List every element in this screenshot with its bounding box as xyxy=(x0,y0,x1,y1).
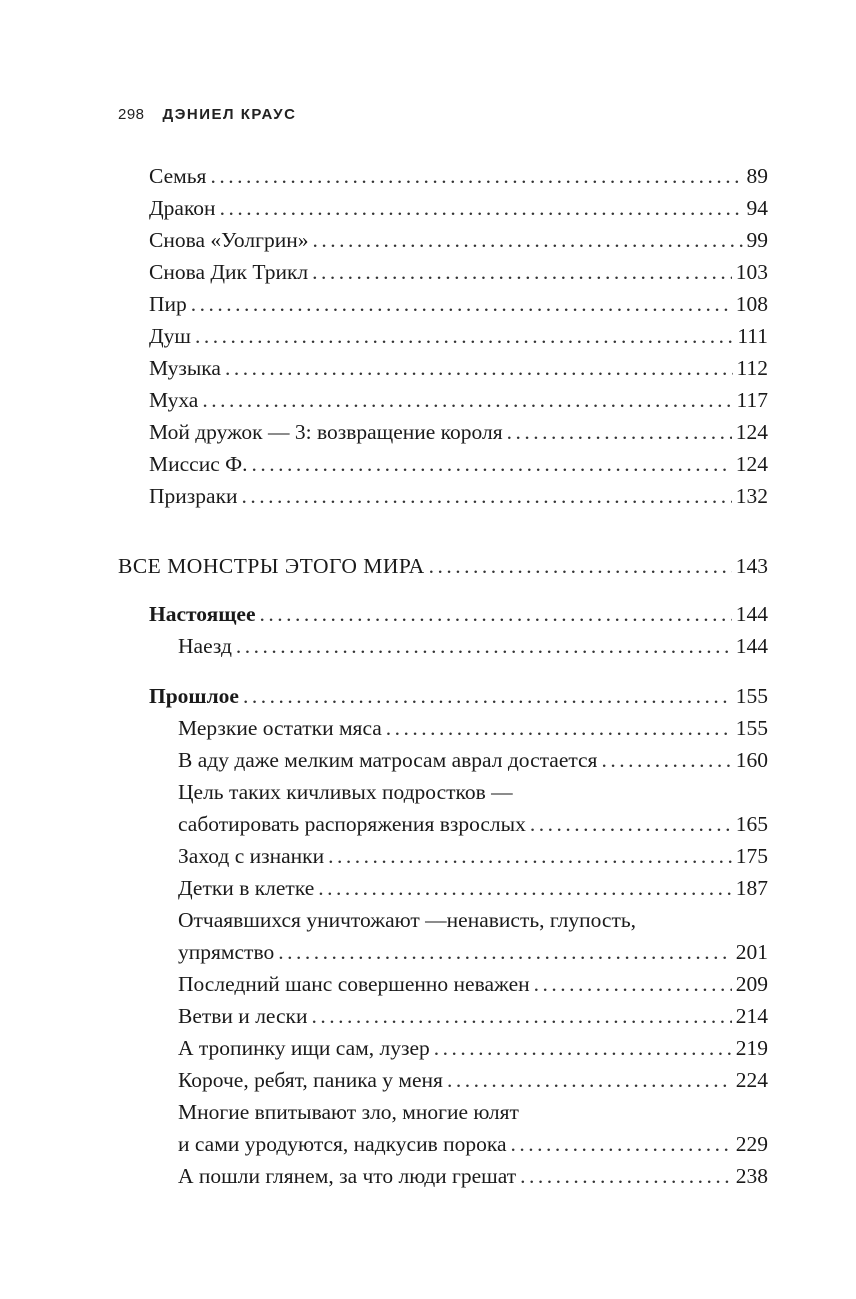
toc-page: 229 xyxy=(735,1132,768,1156)
toc-entry xyxy=(178,1065,768,1095)
toc-page: 144 xyxy=(735,634,768,658)
toc-entry xyxy=(178,809,768,839)
dot-leader xyxy=(191,289,732,319)
toc-page: 224 xyxy=(735,1068,768,1092)
dot-leader xyxy=(220,193,743,223)
toc-entry xyxy=(149,417,768,447)
toc-entry xyxy=(178,937,768,967)
toc-title: Семья xyxy=(149,164,207,188)
toc-entry xyxy=(178,1161,768,1191)
toc-title: Миссис Ф. xyxy=(149,452,248,476)
toc-title: Пир xyxy=(149,292,187,316)
toc-title: упрямство xyxy=(178,940,275,964)
toc-page: 111 xyxy=(737,324,768,348)
toc-entry xyxy=(178,713,768,743)
toc-title: Мерзкие остатки мяса xyxy=(178,716,382,740)
dot-leader xyxy=(386,713,732,743)
dot-leader xyxy=(318,873,731,903)
toc-title: Снова Дик Трикл xyxy=(149,260,309,284)
dot-leader xyxy=(520,1161,732,1191)
toc-entry xyxy=(149,385,768,415)
toc-title: Дракон xyxy=(149,196,216,220)
toc-title: Мой дружок — 3: возвращение короля xyxy=(149,420,503,444)
toc-page: 155 xyxy=(735,716,768,740)
dot-leader xyxy=(507,417,732,447)
toc-page: 160 xyxy=(735,748,768,772)
toc-entry xyxy=(178,873,768,903)
toc-title: Душ xyxy=(149,324,191,348)
dot-leader xyxy=(601,745,731,775)
toc-entry xyxy=(178,1033,768,1063)
toc-title: А пошли глянем, за что люди грешат xyxy=(178,1164,517,1188)
toc-page: 155 xyxy=(735,684,768,708)
toc-title: Музыка xyxy=(149,356,221,380)
toc-entry xyxy=(178,631,768,661)
toc-title: Муха xyxy=(149,388,199,412)
toc-page: 94 xyxy=(746,196,768,220)
toc-page: 117 xyxy=(736,388,768,412)
toc-title: Призраки xyxy=(149,484,238,508)
toc-page: 103 xyxy=(735,260,768,284)
toc-page: 108 xyxy=(735,292,768,316)
toc-entry-line1: Цель таких кичливых подростков — xyxy=(178,780,513,804)
toc-page: 165 xyxy=(735,812,768,836)
toc-page: 209 xyxy=(735,972,768,996)
toc-title: Снова «Уолгрин» xyxy=(149,228,309,252)
dot-leader xyxy=(260,599,732,629)
dot-leader xyxy=(312,257,732,287)
dot-leader xyxy=(195,321,733,351)
toc-page: 112 xyxy=(736,356,768,380)
toc-title: В аду даже мелким матросам аврал достается xyxy=(178,748,598,772)
toc-page: 187 xyxy=(735,876,768,900)
dot-leader xyxy=(511,1129,732,1159)
toc-title: саботировать распоряжения взрослых xyxy=(178,812,526,836)
dot-leader xyxy=(252,449,732,479)
dot-leader xyxy=(429,551,732,581)
toc-page: 124 xyxy=(735,420,768,444)
toc-page: 144 xyxy=(735,602,768,626)
toc-entry xyxy=(149,257,768,287)
toc-page: 132 xyxy=(735,484,768,508)
toc-title: Наезд xyxy=(178,634,232,658)
toc-title: Ветви и лески xyxy=(178,1004,308,1028)
toc-section-present xyxy=(149,599,768,629)
toc-title: Короче, ребят, паника у меня xyxy=(178,1068,443,1092)
toc-entry-line1: Отчаявшихся уничтожают —ненависть, глупость, xyxy=(178,908,637,932)
dot-leader xyxy=(434,1033,732,1063)
toc-entry xyxy=(149,289,768,319)
dot-leader xyxy=(328,841,732,871)
toc-entry xyxy=(149,225,768,255)
dot-leader xyxy=(236,631,732,661)
page-number: 298 xyxy=(118,106,145,123)
toc-page: 99 xyxy=(746,228,768,252)
toc-page: 238 xyxy=(735,1164,768,1188)
dot-leader xyxy=(242,481,732,511)
toc-page: 143 xyxy=(735,554,768,578)
dot-leader xyxy=(530,809,732,839)
toc-page: 214 xyxy=(735,1004,768,1028)
dot-leader xyxy=(278,937,732,967)
toc-page: 219 xyxy=(735,1036,768,1060)
toc-title: ВСЕ МОНСТРЫ ЭТОГО МИРА xyxy=(118,554,425,578)
dot-leader xyxy=(202,385,732,415)
toc-entry xyxy=(178,1001,768,1031)
toc-title: Детки в клетке xyxy=(178,876,315,900)
toc-title: Заход с изнанки xyxy=(178,844,325,868)
toc-entry xyxy=(178,969,768,999)
toc-section-past xyxy=(149,681,768,711)
dot-leader xyxy=(243,681,732,711)
toc-title: Прошлое xyxy=(149,684,239,708)
toc-page: 124 xyxy=(735,452,768,476)
toc-page: 201 xyxy=(735,940,768,964)
toc-entry xyxy=(149,481,768,511)
toc-entry xyxy=(178,1129,768,1159)
dot-leader xyxy=(225,353,733,383)
toc-page: 175 xyxy=(735,844,768,868)
dot-leader xyxy=(312,1001,732,1031)
toc-page: 89 xyxy=(746,164,768,188)
running-header xyxy=(118,106,296,123)
dot-leader xyxy=(447,1065,732,1095)
toc-title: Последний шанс совершенно неважен xyxy=(178,972,530,996)
toc-entry xyxy=(149,449,768,479)
toc-entry xyxy=(149,193,768,223)
dot-leader xyxy=(210,161,742,191)
toc-part-heading xyxy=(118,551,768,581)
toc-title: Настоящее xyxy=(149,602,256,626)
toc-title: и сами уродуются, надкусив порока xyxy=(178,1132,507,1156)
toc-entry xyxy=(149,321,768,351)
toc-entry xyxy=(178,841,768,871)
author-name: ДЭНИЕЛ КРАУС xyxy=(162,106,297,123)
toc-title: А тропинку ищи сам, лузер xyxy=(178,1036,430,1060)
toc-entry xyxy=(178,745,768,775)
toc-entry xyxy=(149,161,768,191)
dot-leader xyxy=(312,225,742,255)
toc-entry xyxy=(149,353,768,383)
toc-entry-line1: Многие впитывают зло, многие юлят xyxy=(178,1100,519,1124)
dot-leader xyxy=(534,969,732,999)
